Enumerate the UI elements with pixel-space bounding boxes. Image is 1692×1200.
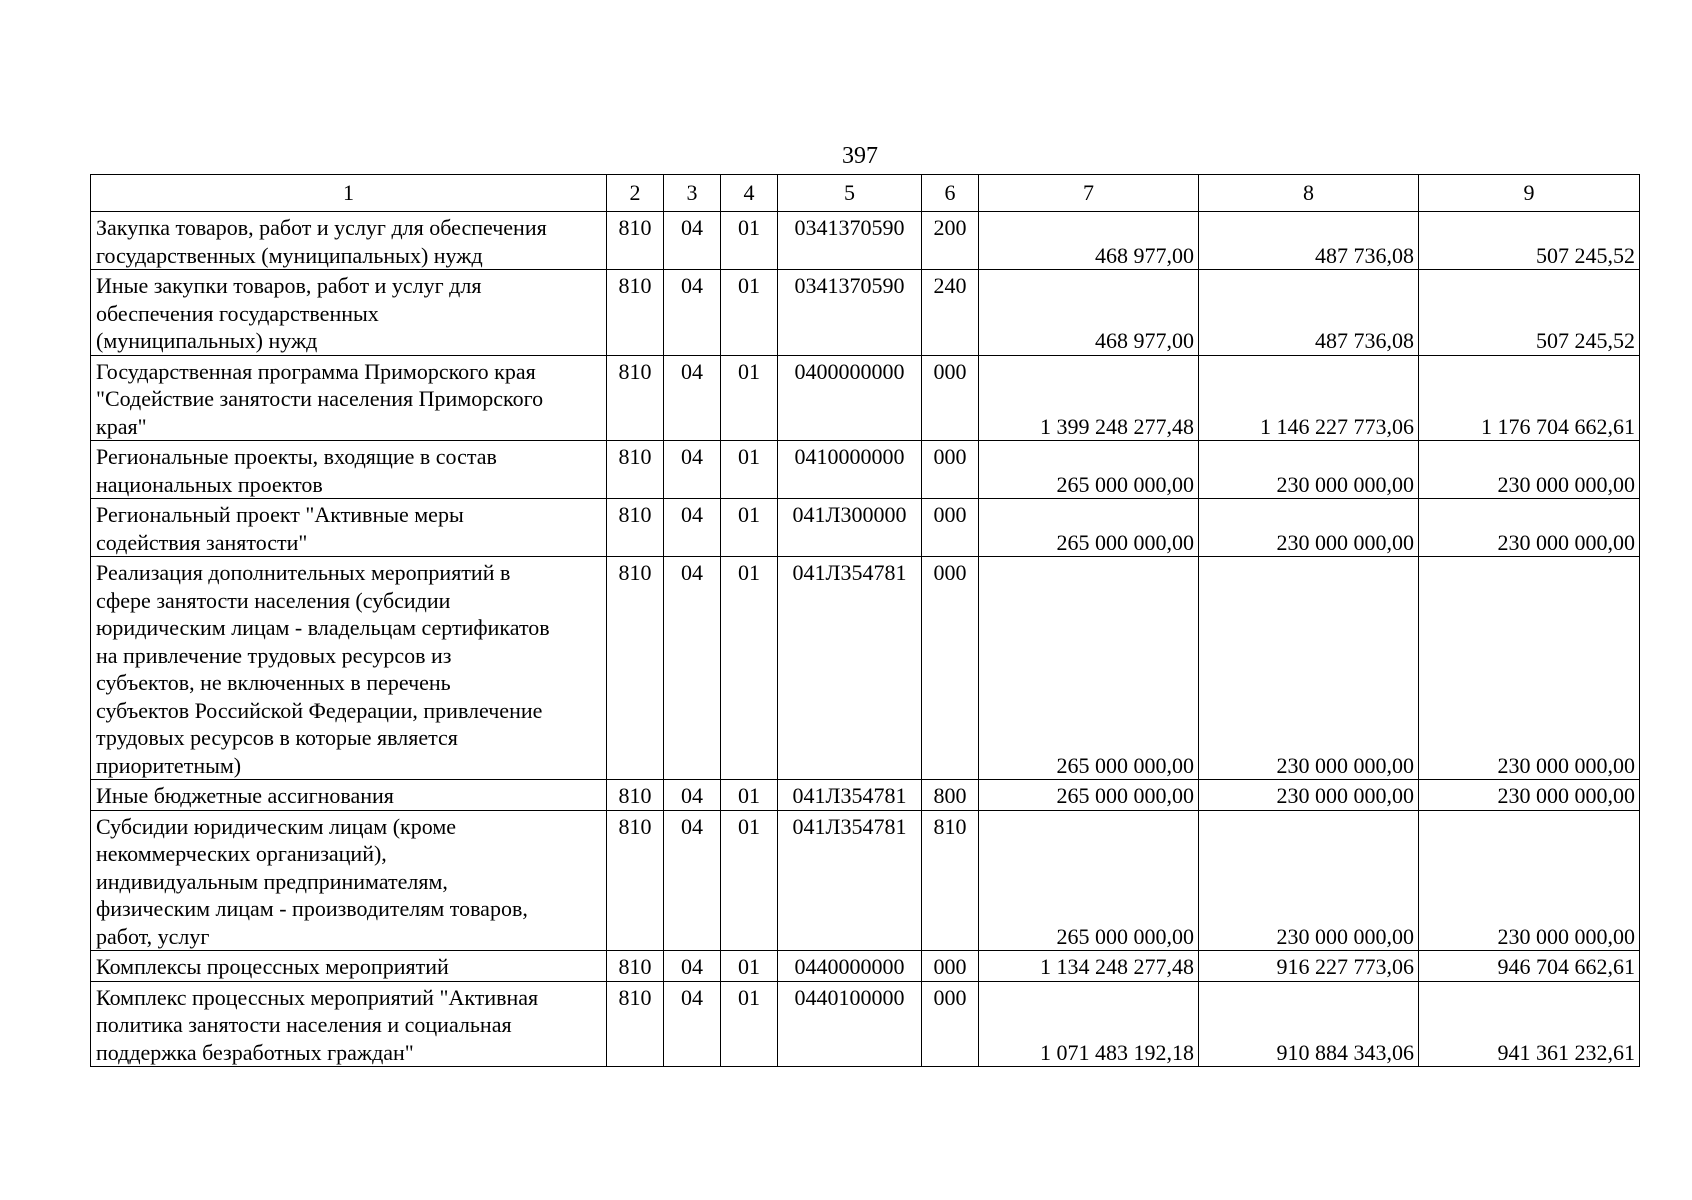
budget-table bbox=[90, 174, 1640, 1067]
amount-col7-cell: 265 000 000,00 bbox=[979, 499, 1199, 557]
amount-col8-cell: 230 000 000,00 bbox=[1199, 810, 1419, 951]
header-cell: 5 bbox=[778, 175, 922, 212]
target-article-cell: 0440100000 bbox=[778, 981, 922, 1067]
subsection-code-cell: 01 bbox=[721, 441, 778, 499]
header-cell: 3 bbox=[664, 175, 721, 212]
subsection-code-cell: 01 bbox=[721, 780, 778, 811]
item-name-cell bbox=[91, 780, 607, 811]
target-article-cell: 0410000000 bbox=[778, 441, 922, 499]
target-article-cell: 041Л300000 bbox=[778, 499, 922, 557]
amount-col9-cell: 507 245,52 bbox=[1419, 270, 1640, 356]
item-name-line: национальных проектов bbox=[96, 471, 323, 497]
ministry-code-cell: 810 bbox=[607, 270, 664, 356]
item-name-line: физическим лицам - производителям товаров, bbox=[96, 896, 528, 921]
table-row bbox=[91, 441, 1640, 499]
amount-col9-cell: 230 000 000,00 bbox=[1419, 499, 1640, 557]
amount-col9-cell: 946 704 662,61 bbox=[1419, 951, 1640, 982]
item-name-line: поддержка безработных граждан" bbox=[96, 1039, 414, 1065]
amount-col9-cell: 230 000 000,00 bbox=[1419, 441, 1640, 499]
amount-col9-cell: 507 245,52 bbox=[1419, 212, 1640, 270]
page-number: 397 bbox=[842, 143, 878, 169]
expense-type-cell: 200 bbox=[922, 212, 979, 270]
expense-type-cell: 000 bbox=[922, 499, 979, 557]
subsection-code-cell: 01 bbox=[721, 810, 778, 951]
amount-col8-cell: 910 884 343,06 bbox=[1199, 981, 1419, 1067]
amount-col7-cell: 265 000 000,00 bbox=[979, 780, 1199, 811]
item-name-line: края" bbox=[96, 413, 147, 439]
amount-col9-cell: 1 176 704 662,61 bbox=[1419, 355, 1640, 441]
amount-col8-cell: 230 000 000,00 bbox=[1199, 780, 1419, 811]
table-row bbox=[91, 780, 1640, 811]
amount-col8-cell: 916 227 773,06 bbox=[1199, 951, 1419, 982]
section-code-cell: 04 bbox=[664, 810, 721, 951]
amount-col9-cell: 941 361 232,61 bbox=[1419, 981, 1640, 1067]
item-name-cell bbox=[91, 441, 607, 499]
item-name-line: Субсидии юридическим лицам (кроме bbox=[96, 813, 457, 839]
table-row bbox=[91, 557, 1640, 780]
target-article-cell: 041Л354781 bbox=[778, 780, 922, 811]
amount-col8-cell: 1 146 227 773,06 bbox=[1199, 355, 1419, 441]
amount-col7-cell: 265 000 000,00 bbox=[979, 441, 1199, 499]
amount-col8-cell: 230 000 000,00 bbox=[1199, 557, 1419, 780]
section-code-cell: 04 bbox=[664, 212, 721, 270]
ministry-code-cell: 810 bbox=[607, 499, 664, 557]
item-name-line: содействия занятости" bbox=[96, 529, 308, 555]
table-row bbox=[91, 270, 1640, 356]
table-row bbox=[91, 981, 1640, 1067]
table-row bbox=[91, 499, 1640, 557]
expense-type-cell: 000 bbox=[922, 981, 979, 1067]
ministry-code-cell: 810 bbox=[607, 981, 664, 1067]
item-name-line: Иные бюджетные ассигнования bbox=[96, 783, 394, 808]
target-article-cell: 0341370590 bbox=[778, 212, 922, 270]
subsection-code-cell: 01 bbox=[721, 557, 778, 780]
amount-col9-cell: 230 000 000,00 bbox=[1419, 780, 1640, 811]
amount-col7-cell: 1 134 248 277,48 bbox=[979, 951, 1199, 982]
header-cell: 1 bbox=[91, 175, 607, 212]
ministry-code-cell: 810 bbox=[607, 355, 664, 441]
ministry-code-cell: 810 bbox=[607, 557, 664, 780]
ministry-code-cell: 810 bbox=[607, 780, 664, 811]
item-name-cell bbox=[91, 270, 607, 356]
header-cell: 8 bbox=[1199, 175, 1419, 212]
item-name-cell bbox=[91, 810, 607, 951]
item-name-line: приоритетным) bbox=[96, 752, 242, 778]
amount-col8-cell: 487 736,08 bbox=[1199, 212, 1419, 270]
table-row bbox=[91, 212, 1640, 270]
item-name-line: на привлечение трудовых ресурсов из bbox=[96, 642, 452, 668]
item-name-line: Закупка товаров, работ и услуг для обеспечения bbox=[96, 215, 547, 240]
subsection-code-cell: 01 bbox=[721, 270, 778, 356]
item-name-line: юридическим лицам - владельцам сертификатов bbox=[96, 615, 550, 640]
item-name-line: сфере занятости населения (субсидии bbox=[96, 587, 451, 613]
amount-col7-cell: 265 000 000,00 bbox=[979, 557, 1199, 780]
item-name-line: Государственная программа Приморского края bbox=[96, 358, 536, 384]
item-name-line: Комплексы процессных мероприятий bbox=[96, 954, 449, 979]
amount-col7-cell: 468 977,00 bbox=[979, 212, 1199, 270]
header-cell: 9 bbox=[1419, 175, 1640, 212]
item-name-line: индивидуальным предпринимателям, bbox=[96, 868, 448, 894]
target-article-cell: 041Л354781 bbox=[778, 810, 922, 951]
section-code-cell: 04 bbox=[664, 981, 721, 1067]
item-name-line: Комплекс процессных мероприятий "Активная bbox=[96, 984, 539, 1010]
amount-col9-cell: 230 000 000,00 bbox=[1419, 810, 1640, 951]
item-name-line: обеспечения государственных bbox=[96, 300, 379, 326]
item-name-cell bbox=[91, 557, 607, 780]
header-row bbox=[91, 175, 1640, 212]
item-name-line: государственных (муниципальных) нужд bbox=[96, 242, 483, 268]
item-name-cell bbox=[91, 981, 607, 1067]
ministry-code-cell: 810 bbox=[607, 810, 664, 951]
table-row bbox=[91, 951, 1640, 982]
section-code-cell: 04 bbox=[664, 441, 721, 499]
item-name-line: некоммерческих организаций), bbox=[96, 841, 387, 866]
item-name-line: работ, услуг bbox=[96, 923, 210, 949]
expense-type-cell: 810 bbox=[922, 810, 979, 951]
ministry-code-cell: 810 bbox=[607, 441, 664, 499]
item-name-line: Реализация дополнительных мероприятий в bbox=[96, 560, 511, 585]
subsection-code-cell: 01 bbox=[721, 212, 778, 270]
item-name-line: трудовых ресурсов в которые является bbox=[96, 725, 458, 750]
amount-col7-cell: 1 399 248 277,48 bbox=[979, 355, 1199, 441]
amount-col8-cell: 230 000 000,00 bbox=[1199, 441, 1419, 499]
section-code-cell: 04 bbox=[664, 270, 721, 356]
header-cell: 4 bbox=[721, 175, 778, 212]
subsection-code-cell: 01 bbox=[721, 355, 778, 441]
expense-type-cell: 000 bbox=[922, 951, 979, 982]
item-name-cell bbox=[91, 499, 607, 557]
header-cell: 2 bbox=[607, 175, 664, 212]
item-name-line: политика занятости населения и социальная bbox=[96, 1012, 512, 1037]
item-name-line: "Содействие занятости населения Приморского bbox=[96, 386, 544, 411]
section-code-cell: 04 bbox=[664, 951, 721, 982]
subsection-code-cell: 01 bbox=[721, 499, 778, 557]
subsection-code-cell: 01 bbox=[721, 981, 778, 1067]
expense-type-cell: 000 bbox=[922, 355, 979, 441]
section-code-cell: 04 bbox=[664, 499, 721, 557]
amount-col9-cell: 230 000 000,00 bbox=[1419, 557, 1640, 780]
item-name-line: Региональный проект "Активные меры bbox=[96, 502, 464, 527]
item-name-line: Иные закупки товаров, работ и услуг для bbox=[96, 273, 482, 298]
item-name-line: субъектов Российской Федерации, привлечение bbox=[96, 697, 543, 723]
target-article-cell: 0341370590 bbox=[778, 270, 922, 356]
item-name-cell bbox=[91, 212, 607, 270]
header-cell: 7 bbox=[979, 175, 1199, 212]
amount-col8-cell: 487 736,08 bbox=[1199, 270, 1419, 356]
amount-col8-cell: 230 000 000,00 bbox=[1199, 499, 1419, 557]
target-article-cell: 041Л354781 bbox=[778, 557, 922, 780]
section-code-cell: 04 bbox=[664, 557, 721, 780]
table-row bbox=[91, 810, 1640, 951]
ministry-code-cell: 810 bbox=[607, 212, 664, 270]
target-article-cell: 0400000000 bbox=[778, 355, 922, 441]
expense-type-cell: 800 bbox=[922, 780, 979, 811]
item-name-line: Региональные проекты, входящие в состав bbox=[96, 444, 497, 469]
amount-col7-cell: 468 977,00 bbox=[979, 270, 1199, 356]
item-name-cell bbox=[91, 355, 607, 441]
expense-type-cell: 000 bbox=[922, 557, 979, 780]
item-name-line: субъектов, не включенных в перечень bbox=[96, 670, 451, 695]
header-cell: 6 bbox=[922, 175, 979, 212]
target-article-cell: 0440000000 bbox=[778, 951, 922, 982]
expense-type-cell: 240 bbox=[922, 270, 979, 356]
expense-type-cell: 000 bbox=[922, 441, 979, 499]
amount-col7-cell: 265 000 000,00 bbox=[979, 810, 1199, 951]
section-code-cell: 04 bbox=[664, 780, 721, 811]
item-name-line: (муниципальных) нужд bbox=[96, 328, 318, 353]
amount-col7-cell: 1 071 483 192,18 bbox=[979, 981, 1199, 1067]
ministry-code-cell: 810 bbox=[607, 951, 664, 982]
table-row bbox=[91, 355, 1640, 441]
section-code-cell: 04 bbox=[664, 355, 721, 441]
subsection-code-cell: 01 bbox=[721, 951, 778, 982]
item-name-cell bbox=[91, 951, 607, 982]
